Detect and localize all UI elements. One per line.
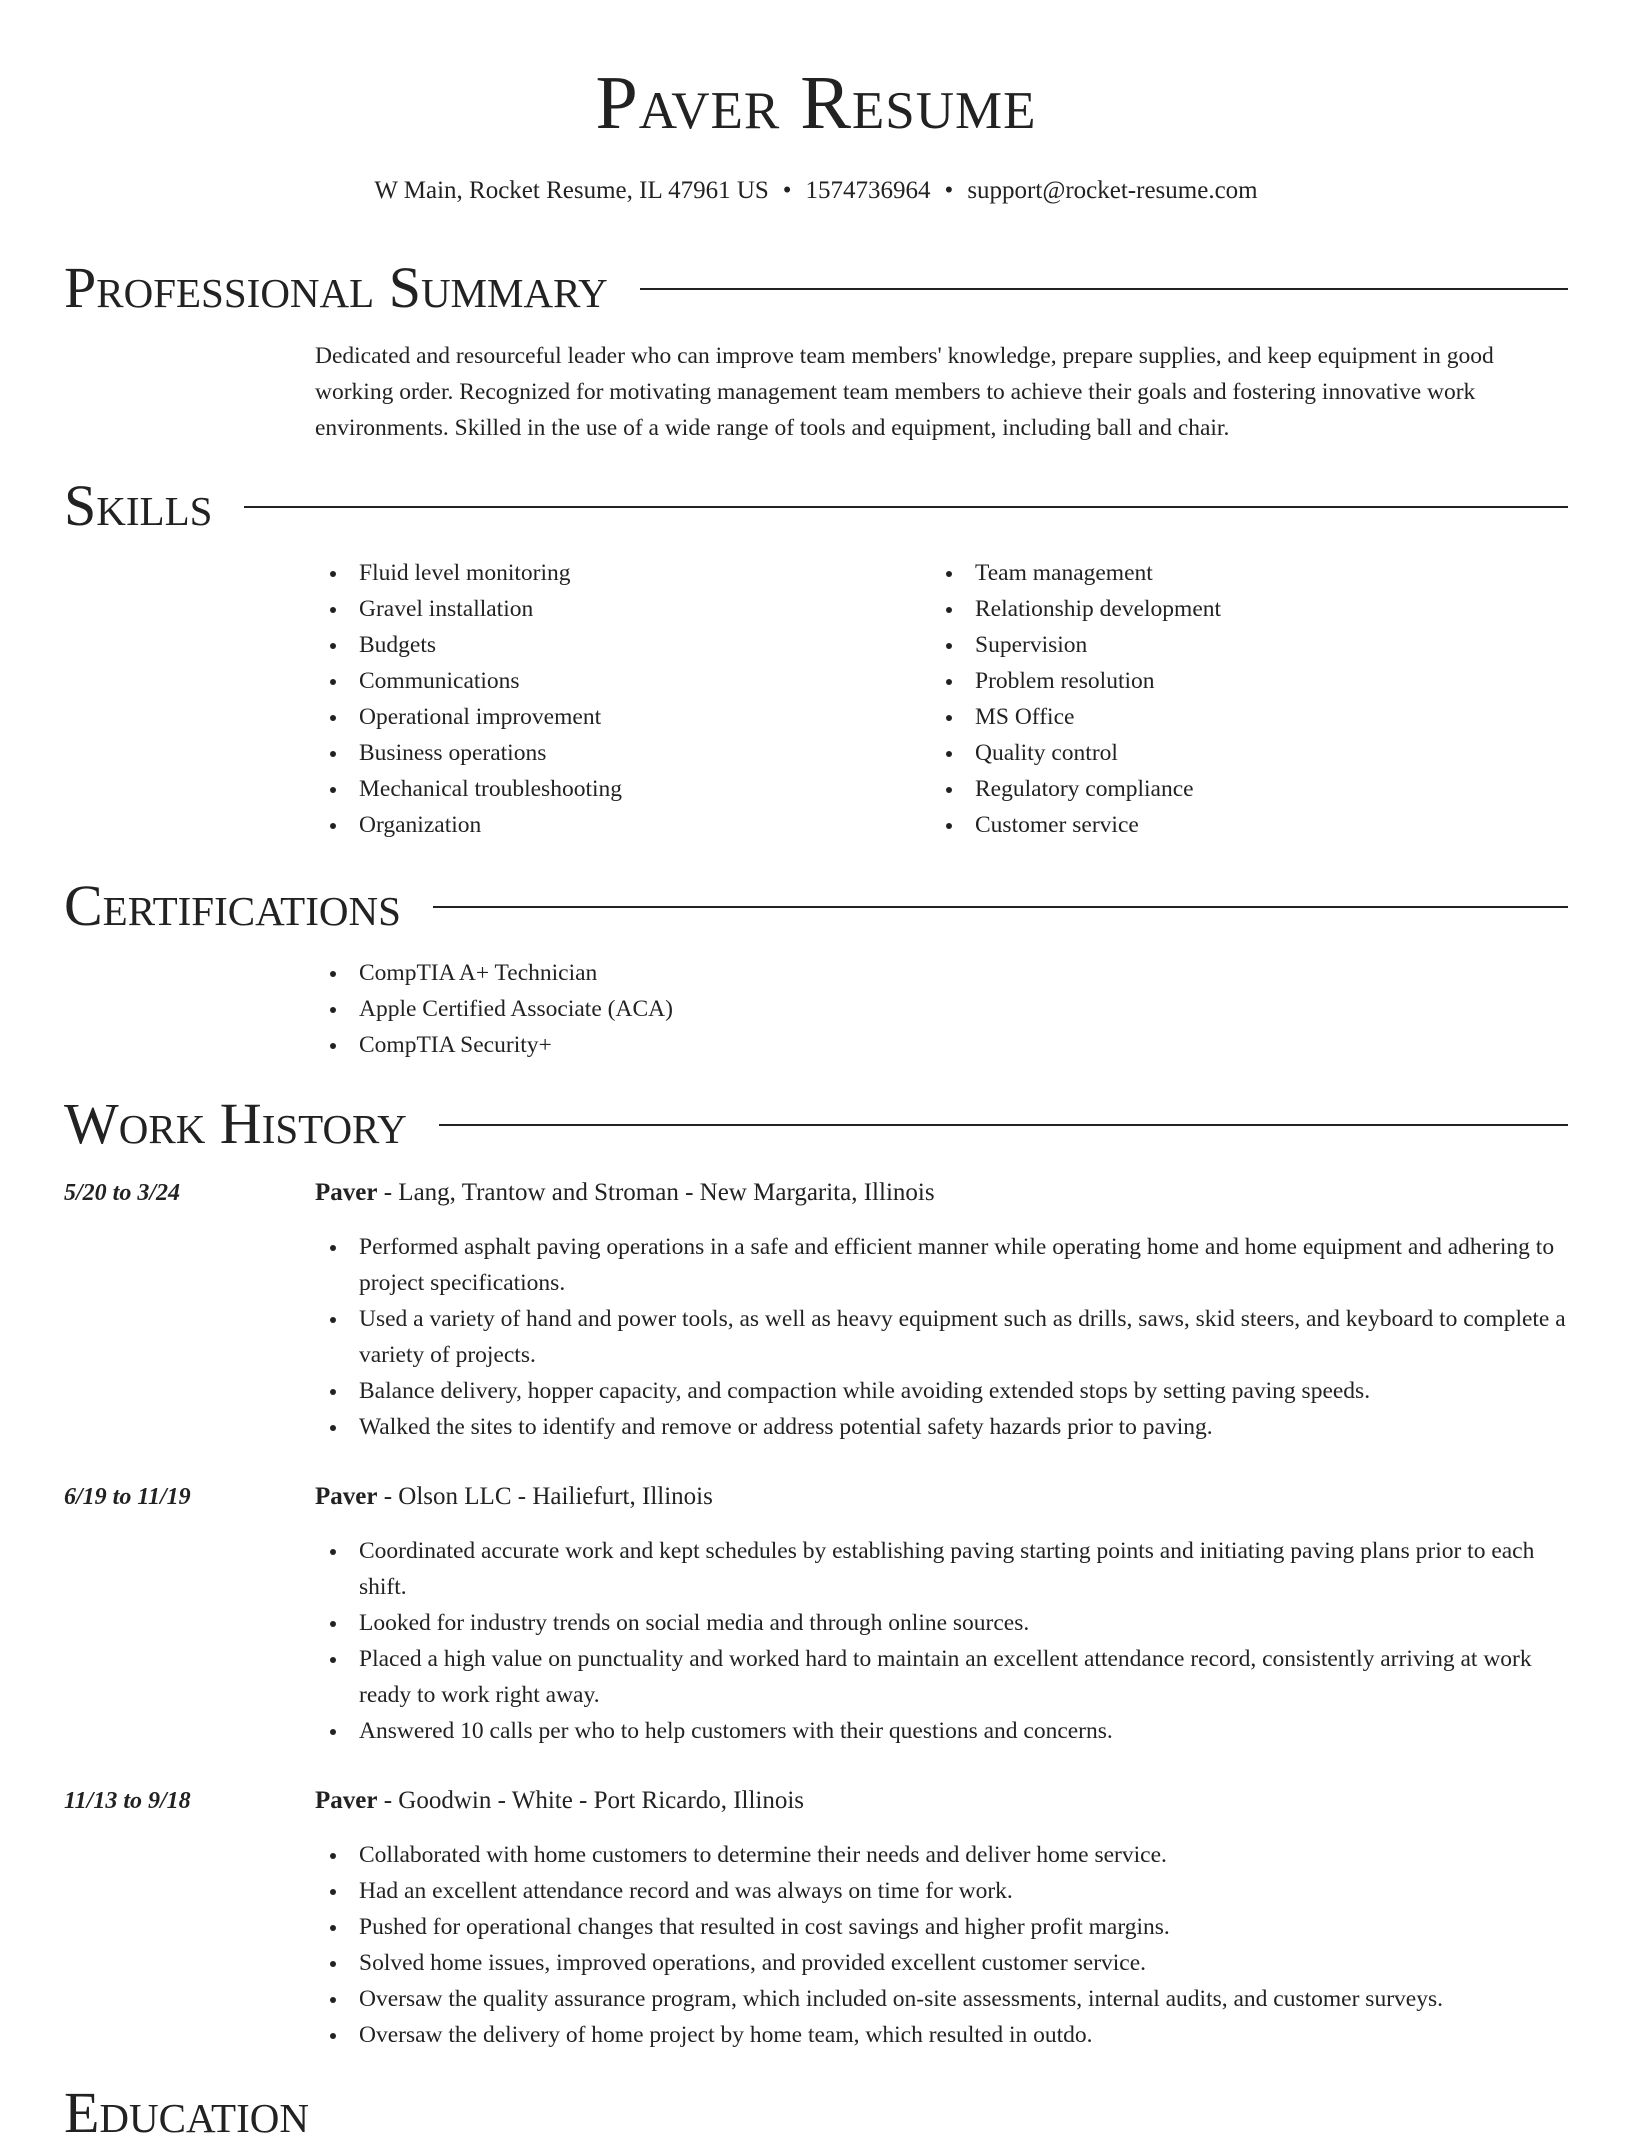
skills-list-right [931, 555, 1221, 843]
job-bullet: Answered 10 calls per who to help customers with their questions and concerns. [315, 1713, 1568, 1749]
skill-item: Communications [315, 663, 622, 699]
job-bullet: Oversaw the quality assurance program, which included on-site assessments, internal audits, and customer surveys. [315, 1981, 1568, 2017]
skill-item: Gravel installation [315, 591, 622, 627]
job-bullets [315, 1533, 1568, 1749]
job-bullet: Pushed for operational changes that resulted in cost savings and higher profit margins. [315, 1909, 1568, 1945]
job-heading [315, 1479, 713, 1515]
section-title-skills: Skills [64, 473, 213, 538]
contact-separator: • [782, 177, 792, 204]
contact-phone: 1574736964 [805, 177, 931, 204]
job-employer-location: - Goodwin - White - Port Ricardo, Illinois [377, 1787, 805, 1814]
section-title-summary: Professional Summary [64, 255, 608, 320]
skill-item: Customer service [931, 807, 1221, 843]
skill-item: Regulatory compliance [931, 771, 1221, 807]
skill-item: Budgets [315, 627, 622, 663]
job-title: Paver [315, 1179, 378, 1206]
job-bullet: Coordinated accurate work and kept schedules by establishing paving starting points and initiating paving plans prior to each shift. [315, 1533, 1568, 1605]
resume-name: Paver Resume [595, 61, 1037, 145]
section-divider [640, 288, 1568, 290]
contact-line [0, 176, 1632, 206]
education-section-header [64, 2080, 1568, 2146]
skills-section-header [64, 473, 1568, 539]
skill-item: Mechanical troubleshooting [315, 771, 622, 807]
skill-item: Business operations [315, 735, 622, 771]
job-dates: 6/19 to 11/19 [64, 1484, 191, 1510]
skills-list-left [315, 555, 622, 843]
section-divider [433, 906, 1568, 908]
job-bullet: Had an excellent attendance record and was always on time for work. [315, 1873, 1568, 1909]
work-history-section-header [64, 1091, 1568, 1157]
job-bullet: Balance delivery, hopper capacity, and compaction while avoiding extended stops by setting paving speeds. [315, 1373, 1568, 1409]
section-title-education: Education [64, 2080, 309, 2145]
job-bullets [315, 1837, 1568, 2053]
job-heading [315, 1175, 935, 1211]
certifications-section-header [64, 873, 1568, 939]
section-title-work-history: Work History [64, 1091, 407, 1156]
contact-separator: • [944, 177, 954, 204]
job-bullet: Placed a high value on punctuality and worked hard to maintain an excellent attendance record, consistently arriving at work ready to work right away. [315, 1641, 1568, 1713]
skill-item: Quality control [931, 735, 1221, 771]
skill-item: Problem resolution [931, 663, 1221, 699]
job-employer-location: - Lang, Trantow and Stroman - New Margarita, Illinois [377, 1179, 935, 1206]
skill-item: Organization [315, 807, 622, 843]
job-heading [315, 1783, 804, 1819]
job-bullet: Collaborated with home customers to determine their needs and deliver home service. [315, 1837, 1568, 1873]
skill-item: Fluid level monitoring [315, 555, 622, 591]
job-bullet: Oversaw the delivery of home project by home team, which resulted in outdo. [315, 2017, 1568, 2053]
skill-item: Supervision [931, 627, 1221, 663]
job-bullet: Looked for industry trends on social media and through online sources. [315, 1605, 1568, 1641]
skill-item: MS Office [931, 699, 1221, 735]
summary-text: Dedicated and resourceful leader who can improve team members' knowledge, prepare supplies, and keep equipment in good working order. Recognized for motivating management team members to achieve their goals and fostering innovative work environments. Skilled in the use of a wide range of tools and equipment, including ball and chair. [315, 343, 1494, 441]
section-title-certifications: Certifications [64, 873, 401, 938]
contact-email: support@rocket-resume.com [967, 177, 1258, 204]
skill-item: Relationship development [931, 591, 1221, 627]
certification-item: CompTIA Security+ [315, 1027, 673, 1063]
job-bullets [315, 1229, 1568, 1445]
contact-address: W Main, Rocket Resume, IL 47961 US [374, 177, 769, 204]
job-bullet: Performed asphalt paving operations in a safe and efficient manner while operating home and home equipment and adhering to project specifications. [315, 1229, 1568, 1301]
certifications-list [315, 955, 673, 1063]
certification-item: CompTIA A+ Technician [315, 955, 673, 991]
job-bullet: Used a variety of hand and power tools, as well as heavy equipment such as drills, saws, skid steers, and keyboard to complete a variety of projects. [315, 1301, 1568, 1373]
section-divider [439, 1124, 1568, 1126]
job-title: Paver [315, 1483, 378, 1510]
certification-item: Apple Certified Associate (ACA) [315, 991, 673, 1027]
job-dates: 5/20 to 3/24 [64, 1180, 181, 1206]
job-bullet: Solved home issues, improved operations, and provided excellent customer service. [315, 1945, 1568, 1981]
summary-section-header [64, 255, 1568, 321]
job-title: Paver [315, 1787, 378, 1814]
section-divider [244, 506, 1568, 508]
skill-item: Operational improvement [315, 699, 622, 735]
job-dates: 11/13 to 9/18 [64, 1788, 191, 1814]
job-employer-location: - Olson LLC - Hailiefurt, Illinois [377, 1483, 713, 1510]
job-bullet: Walked the sites to identify and remove or address potential safety hazards prior to paving. [315, 1409, 1568, 1445]
skill-item: Team management [931, 555, 1221, 591]
